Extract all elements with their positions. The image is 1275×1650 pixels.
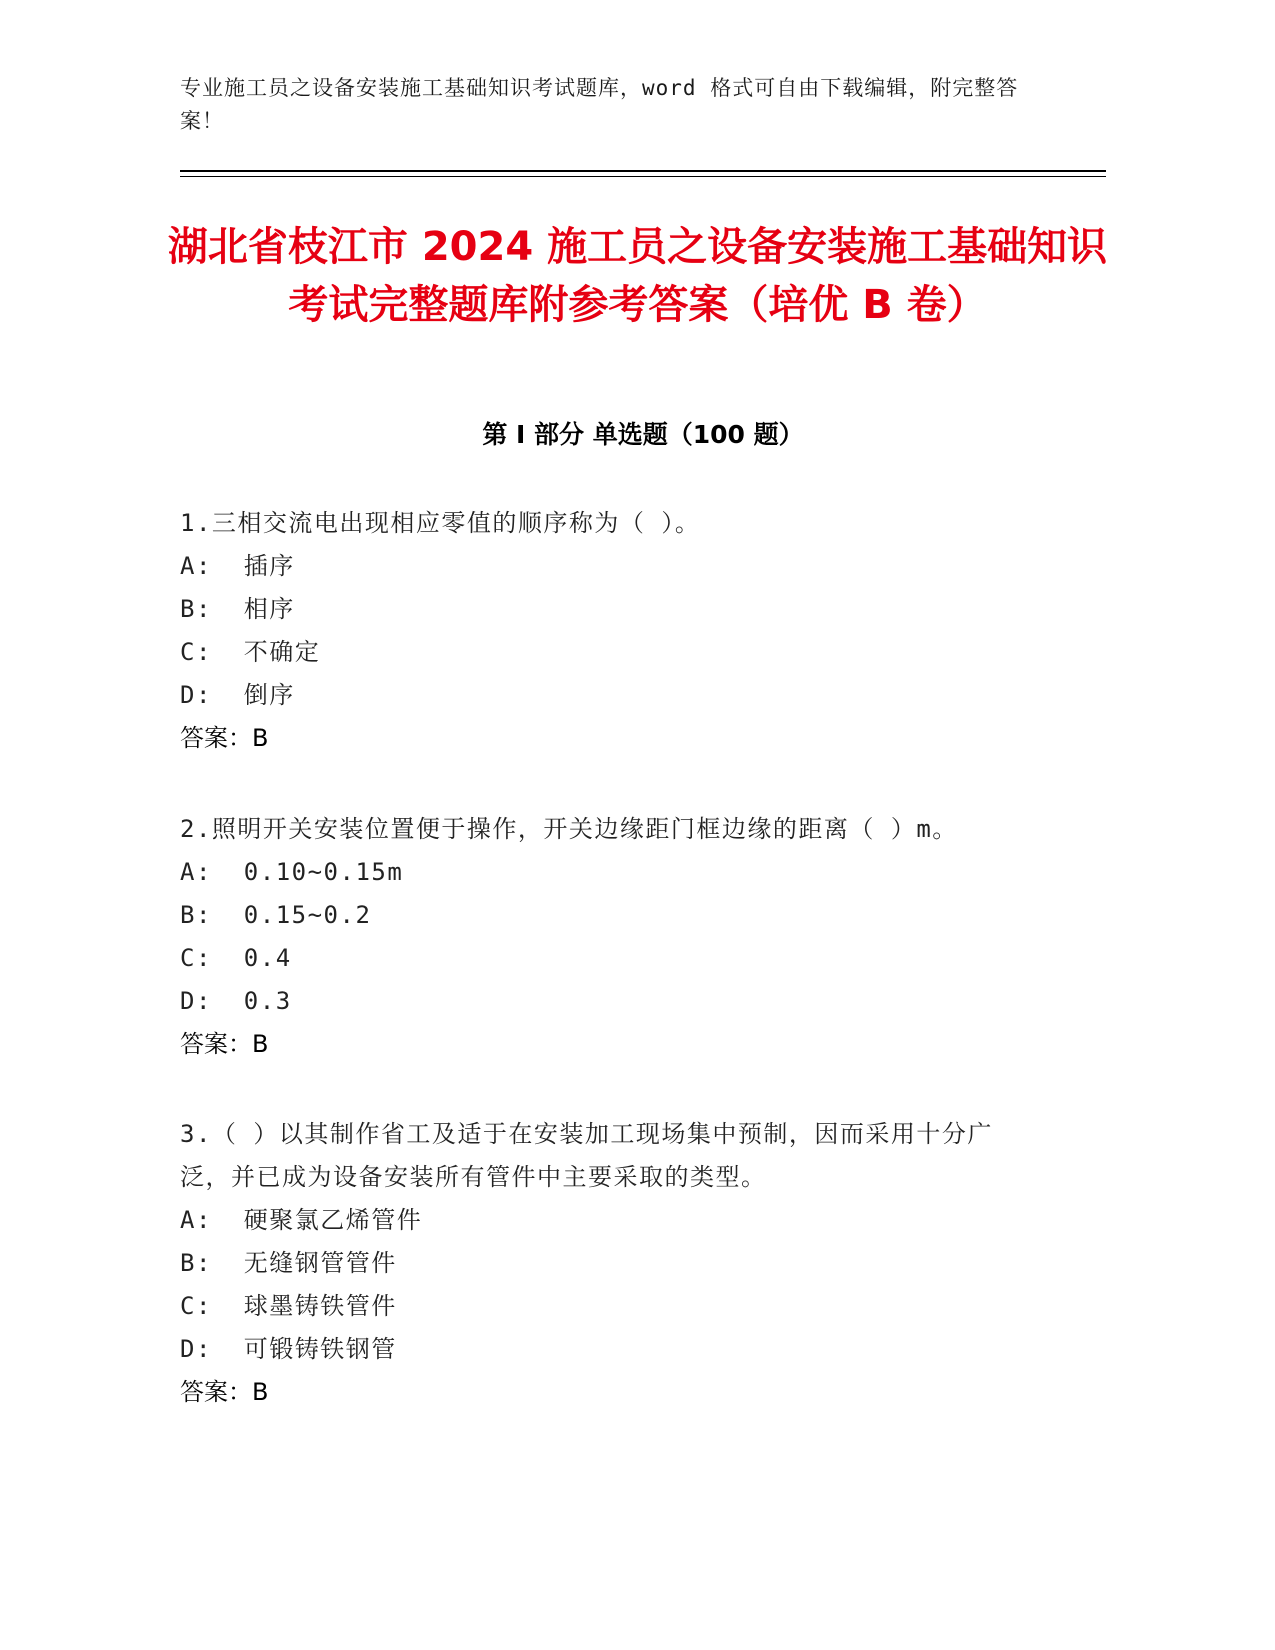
- option-d: D: 0.3: [180, 987, 292, 1015]
- option-d: D: 可锻铸铁钢管: [180, 1335, 397, 1363]
- answer-line: 答案：B: [180, 1030, 269, 1058]
- question-2: [180, 808, 1040, 1066]
- answer-line: 答案：B: [180, 724, 269, 752]
- header-note: 专业施工员之设备安装施工基础知识考试题库，word 格式可自由下载编辑，附完整答案！: [180, 76, 1019, 133]
- option-a: A: 0.10~0.15m: [180, 858, 404, 886]
- header-divider-thin: [180, 176, 1106, 177]
- option-c: C: 球墨铸铁管件: [180, 1292, 397, 1320]
- option-c: C: 不确定: [180, 638, 321, 666]
- header-divider-thick: [180, 170, 1106, 172]
- option-a: A: 插序: [180, 552, 295, 580]
- question-1: [180, 502, 1040, 760]
- option-b: B: 0.15~0.2: [180, 901, 372, 929]
- question-3: [180, 1113, 1040, 1414]
- question-stem: 2.照明开关安装位置便于操作，开关边缘距门框边缘的距离（ ）m。: [180, 815, 958, 843]
- question-stem: 1.三相交流电出现相应零值的顺序称为（ ）。: [180, 509, 701, 537]
- option-c: C: 0.4: [180, 944, 292, 972]
- answer-line: 答案：B: [180, 1378, 269, 1406]
- option-a: A: 硬聚氯乙烯管件: [180, 1206, 423, 1234]
- question-stem: 3.（ ）以其制作省工及适于在安装加工现场集中预制，因而采用十分广泛，并已成为设备安装所有管件中主要采取的类型。: [180, 1120, 993, 1191]
- option-d: D: 倒序: [180, 681, 295, 709]
- section-heading: 第 I 部分 单选题（100 题）: [482, 420, 804, 449]
- option-b: B: 相序: [180, 595, 295, 623]
- option-b: B: 无缝钢管管件: [180, 1249, 397, 1277]
- document-title: 湖北省枝江市 2024 施工员之设备安装施工基础知识考试完整题库附参考答案（培优 B 卷）: [167, 224, 1108, 328]
